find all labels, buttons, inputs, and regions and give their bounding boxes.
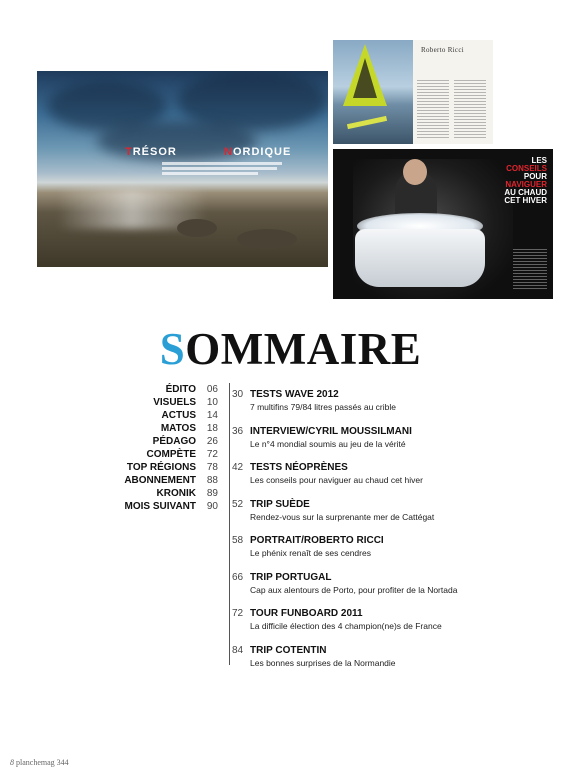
spread1-title-word2: NORDIQUE bbox=[224, 146, 292, 158]
index-row-matos[interactable]: MATOS 18 bbox=[160, 423, 218, 434]
spread-tresor-nordique-thumbnail bbox=[37, 71, 328, 267]
spread1-intro-block bbox=[162, 162, 282, 175]
index-row-pedago[interactable]: PÉDAGO 26 bbox=[152, 436, 218, 447]
page-title: SOMMAIRE bbox=[159, 324, 422, 374]
index-row-compete[interactable]: COMPÈTE 72 bbox=[146, 449, 218, 460]
section-index bbox=[96, 383, 218, 513]
index-row-actus[interactable]: ACTUS 14 bbox=[161, 410, 218, 421]
index-row-edito[interactable]: ÉDITO 06 bbox=[165, 384, 218, 395]
spread-neoprenes-thumbnail bbox=[333, 149, 553, 299]
feature-articles-list bbox=[232, 389, 562, 681]
article-entry[interactable]: 36 INTERVIEW/CYRIL MOUSSILMANI Le n°4 mondial soumis au jeu de la vérité bbox=[232, 425, 412, 449]
page-footer bbox=[10, 758, 69, 767]
spread1-title-word1: TRÉSOR bbox=[125, 146, 177, 158]
spread3-title: LES CONSEILS POUR NAVIGUER AU CHAUD CET HIVER bbox=[504, 156, 547, 205]
windsurfer-photo bbox=[333, 40, 413, 144]
article-entry[interactable]: 84 TRIP COTENTIN Les bonnes surprises de la Normandie bbox=[232, 644, 396, 668]
vertical-divider bbox=[229, 383, 230, 665]
index-row-abonnement[interactable]: ABONNEMENT 88 bbox=[124, 475, 218, 486]
article-entry[interactable]: 72 TOUR FUNBOARD 2011 La difficile élection des 4 champion(ne)s de France bbox=[232, 608, 442, 631]
article-entry[interactable]: 30 TESTS WAVE 2012 7 multifins 79/84 litres passés au crible bbox=[232, 389, 396, 412]
article-entry[interactable]: 58 PORTRAIT/ROBERTO RICCI Le phénix renaît de ses cendres bbox=[232, 535, 384, 558]
roberto-ricci-logo: Roberto Ricci bbox=[421, 46, 464, 54]
footer-magazine-name: planchemag 344 bbox=[16, 758, 69, 767]
index-row-kronik[interactable]: KRONIK 89 bbox=[156, 488, 218, 499]
index-row-visuels[interactable]: VISUELS 10 bbox=[153, 397, 218, 408]
article-entry[interactable]: 42 TESTS NÉOPRÈNES Les conseils pour naviguer au chaud cet hiver bbox=[232, 462, 423, 485]
index-row-mois-suivant[interactable]: MOIS SUIVANT 90 bbox=[124, 501, 218, 512]
article-entry[interactable]: 66 TRIP PORTUGAL Cap aux alentours de Porto, pour profiter de la Nortada bbox=[232, 571, 458, 595]
spread-roberto-ricci-thumbnail bbox=[333, 40, 493, 144]
article-entry[interactable]: 52 TRIP SUÈDE Rendez-vous sur la surprenante mer de Cattégat bbox=[232, 498, 435, 522]
page-number: 8 bbox=[10, 758, 14, 767]
index-row-top-regions[interactable]: TOP RÉGIONS 78 bbox=[126, 462, 218, 473]
bathtub-illustration bbox=[355, 229, 485, 287]
